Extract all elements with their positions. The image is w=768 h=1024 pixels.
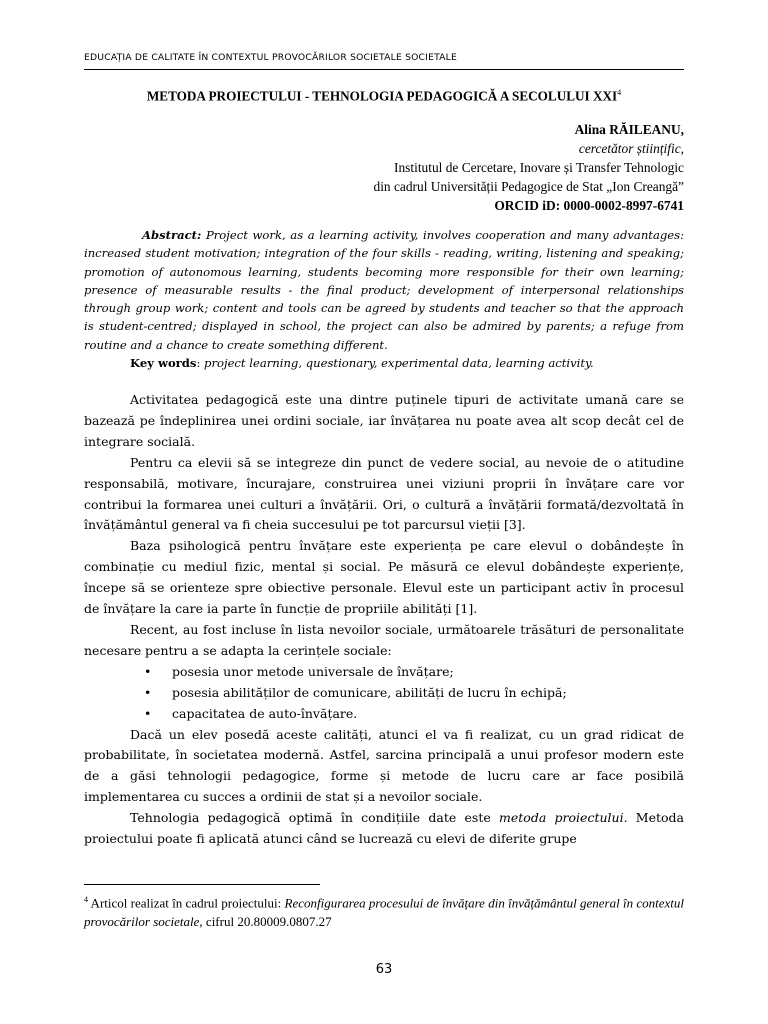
title-footnote-mark: 4 — [617, 88, 622, 97]
keywords-label: Key words — [130, 356, 197, 370]
list-item-text: posesia abilităților de comunicare, abilități de lucru în echipă; — [172, 684, 567, 700]
bullet-icon: • — [144, 684, 152, 700]
footnote — [84, 890, 684, 931]
list-item-text: capacitatea de auto-învățare. — [172, 705, 358, 721]
paragraph-3: Baza psihologică pentru învățare este experiența pe care elevul o dobândește în combinație cu mediul fizic, mental și social. Pe măsură ce elevul dobândește experiențe, începe să se orienteze spre obiective personale. Elevul este un participant activ în procesul de învățare la care ia parte în funcție de propriile abilități [1]. — [84, 538, 684, 617]
author-institution-line1: Institutul de Cercetare, Inovare și Transfer Tehnologic — [394, 160, 684, 175]
body-text — [84, 390, 684, 850]
list-item — [84, 704, 684, 725]
author-block — [374, 120, 684, 215]
article-title — [84, 88, 684, 104]
list-item-text: posesia unor metode universale de învățare; — [172, 663, 454, 679]
paragraph-2: Pentru ca elevii să se integreze din punct de vedere social, au nevoie de o atitudine responsabilă, motivare, încurajare, construirea unei viziuni proprii în învățare care vor contribui la formarea unei culturi a învățării. Ori, o cultură a învățării formată/dezvoltată în învățământul general va fi cheia succesului pe tot parcursul vieții [3]. — [84, 454, 684, 533]
author-orcid: ORCID iD: 0000-0002-8997-6741 — [494, 198, 684, 213]
author-role: cercetător științific, — [578, 141, 684, 156]
paragraph-6-emphasis: metoda proiectului. — [499, 810, 628, 826]
author-institution-line2: din cadrul Universității Pedagogice de Stat „Ion Creangă” — [373, 179, 684, 194]
footnote-lead: Articol realizat în cadrul proiectului: — [88, 895, 285, 911]
abstract-text: Project work, as a learning activity, involves cooperation and many advantages: increased student motivation; integration of the four skills - reading, writing, listening and speaking; promotion of autonomous learning, students becoming more responsible for their own learning; presence of measurable results - the final product; development of interpersonal relationships through group work; content and tools can be agreed by students and teacher so that the approach is student-centred; displayed in school, the project can also be admired by parents; a refuge from routine and a chance to create something different. — [84, 228, 684, 352]
paragraph-6 — [84, 808, 684, 850]
footnote-project-title: Reconfigurarea procesului de învățare din învățământul general în contextul provocărilor societale — [84, 895, 684, 930]
abstract — [84, 226, 684, 354]
keywords-text: project learning, questionary, experimental data, learning activity. — [204, 356, 594, 370]
keywords — [84, 354, 684, 372]
page-number: 63 — [375, 962, 393, 977]
footnote-mark: 4 — [84, 895, 88, 904]
footnote-tail: , cifrul 20.80009.0807.27 — [199, 914, 332, 930]
page — [84, 0, 684, 1024]
bullet-icon: • — [144, 663, 152, 679]
bullet-icon: • — [144, 705, 152, 721]
title-text: METODA PROIECTULUI - TEHNOLOGIA PEDAGOGICĂ A SECOLULUI XXI — [146, 88, 618, 104]
paragraph-6-end: Metoda proiectului poate fi aplicată atunci când se lucrează cu elevi de diferite grupe — [84, 810, 685, 847]
running-header: EDUCAȚIA DE CALITATE ÎN CONTEXTUL PROVOCĂRILOR SOCIETALE SOCIETALE — [84, 52, 684, 70]
paragraph-6-start: Tehnologia pedagogică optimă în condițiile date este — [130, 810, 500, 826]
list-item — [84, 662, 684, 683]
list-item — [84, 683, 684, 704]
paragraph-1: Activitatea pedagogică este una dintre puținele tipuri de activitate umană care se bazează pe îndeplinirea unei ordini sociale, iar învățarea nu poate avea alt scop decât cel de integrare socială. — [84, 392, 684, 449]
keywords-separator: : — [196, 356, 205, 370]
abstract-label: Abstract: — [142, 228, 202, 242]
paragraph-4: Recent, au fost incluse în lista nevoilor sociale, următoarele trăsături de personalitate necesare pentru a se adapta la cerințele sociale: — [84, 621, 684, 658]
author-name: Alina RĂILEANU, — [574, 122, 684, 137]
footnote-separator — [84, 884, 320, 885]
traits-list — [84, 662, 684, 725]
paragraph-5: Dacă un elev posedă aceste calități, atunci el va fi realizat, cu un grad ridicat de probabilitate, în societatea modernă. Astfel, sarcina principală a unui profesor modern este de a găsi tehnologii pedagogice, forme și metode de lucru care ar face posibilă implementarea cu succes a ordinii de stat și a nevoilor sociale. — [84, 726, 684, 805]
